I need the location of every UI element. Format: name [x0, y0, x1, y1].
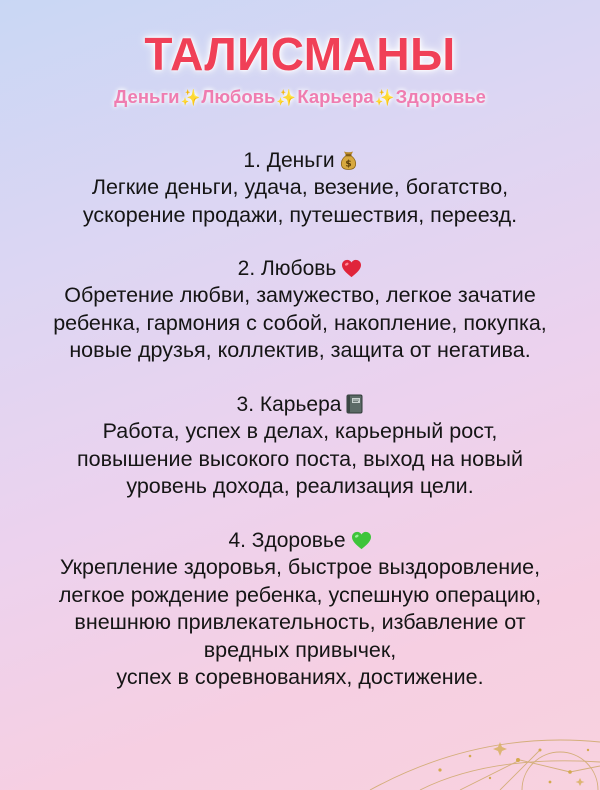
section-heading — [0, 527, 600, 554]
section-heading — [0, 147, 600, 174]
subtitle-item-money: Деньги — [114, 86, 180, 107]
section-line: легкое рождение ребенка, успешную операцию, — [58, 582, 542, 607]
money-bag-icon — [340, 150, 357, 177]
section-line: ребенка, гармония с собой, накопление, покупка, — [53, 310, 547, 335]
section-heading-text: 4. Здоровье — [228, 529, 346, 552]
section-line: ускорение продажи, путешествия, переезд. — [82, 202, 518, 227]
section-heading-text: 3. Карьера — [236, 393, 342, 416]
section-body — [0, 418, 600, 501]
ledger-book-icon — [346, 394, 363, 421]
star-map-decoration — [340, 720, 600, 790]
subtitle-topics — [0, 86, 600, 108]
section-love — [0, 255, 600, 365]
section-body — [0, 174, 600, 229]
page-title: ТАЛИСМАНЫ — [144, 28, 456, 80]
section-health — [0, 527, 600, 692]
section-heading — [0, 255, 600, 282]
section-body — [0, 282, 600, 365]
section-line: новые друзья, коллектив, защита от негатива. — [69, 338, 531, 362]
section-line: Легкие деньги, удача, везение, богатство, — [91, 175, 509, 199]
section-heading-text: 1. Деньги — [243, 149, 335, 172]
section-line: уровень дохода, реализация цели. — [126, 474, 474, 498]
section-heading — [0, 391, 600, 418]
section-line: Обретение любви, замужество, легкое зачатие — [64, 283, 536, 307]
section-body — [0, 554, 600, 692]
section-line: внешнюю привлекательность, избавление от — [74, 610, 526, 634]
section-line: успех в соревнованиях, достижение. — [116, 665, 484, 689]
sparkles-icon: ✨ — [276, 90, 297, 107]
sparkles-icon: ✨ — [374, 90, 395, 107]
section-money — [0, 147, 600, 229]
green-heart-icon — [351, 530, 372, 557]
subtitle-item-love: Любовь — [201, 86, 276, 107]
section-line: вредных привычек, — [203, 637, 397, 662]
section-career — [0, 391, 600, 501]
section-heading-text: 2. Любовь — [237, 257, 337, 280]
sparkles-icon: ✨ — [180, 90, 201, 107]
section-line: Укрепление здоровья, быстрое выздоровление, — [59, 555, 541, 579]
subtitle-item-career: Карьера — [297, 86, 374, 107]
section-line: повышение высокого поста, выход на новый — [77, 446, 523, 471]
red-heart-icon — [341, 258, 362, 285]
section-line: Работа, успех в делах, карьерный рост, — [102, 419, 498, 443]
subtitle-item-health: Здоровье — [395, 86, 486, 107]
svg-text:$: $ — [344, 159, 352, 170]
